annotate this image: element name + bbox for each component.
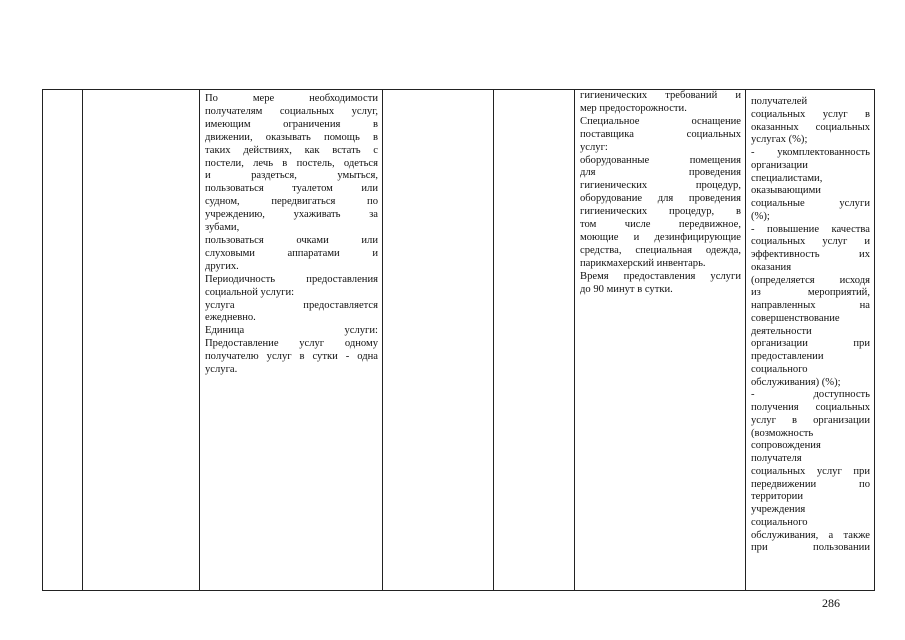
text-line: и раздеться, умыться,: [205, 170, 378, 182]
text-line: ежедневно.: [205, 312, 256, 324]
text-line: при пользовании: [751, 542, 870, 554]
text-line: совершенствование: [751, 312, 840, 324]
text-line: поставщика социальных: [580, 128, 741, 140]
page-number: 286: [822, 596, 840, 610]
text-line: гигиенических требований и: [580, 90, 741, 101]
text-line: социальных услуг в: [751, 108, 870, 120]
text-line: оборудование для проведения: [580, 193, 741, 205]
table-cell-4: [383, 90, 494, 591]
text-line: социального: [751, 363, 808, 375]
quality-indicators-text: [746, 90, 874, 555]
text-line: - повышение качества: [751, 223, 870, 235]
text-line: социальной услуги:: [205, 286, 295, 298]
text-line: Периодичность предоставления: [205, 273, 378, 285]
text-line: том числе передвижное,: [580, 219, 741, 231]
service-description-cell: [200, 90, 383, 591]
text-line: По мере необходимости: [205, 93, 378, 104]
text-line: услуга.: [205, 364, 238, 376]
text-line: судном, передвигаться по: [205, 196, 378, 208]
text-line: учреждения: [751, 504, 806, 515]
text-line: услугах (%);: [751, 134, 808, 146]
text-line: Специальное оснащение: [580, 115, 741, 127]
text-line: социальных услуг и: [751, 236, 870, 248]
text-line: Единица услуги:: [205, 325, 378, 337]
text-line: деятельности: [751, 325, 812, 337]
table-cell-5: [494, 90, 575, 591]
text-line: оборудованные помещения: [580, 154, 741, 166]
service-description-text: [200, 90, 382, 377]
text-line: обслуживания, а также: [751, 529, 870, 541]
text-line: пользоваться туалетом или: [205, 183, 378, 195]
text-line: гигиенических процедур, в: [580, 206, 741, 218]
table-cell-1: [43, 90, 83, 591]
text-line: территории: [751, 491, 804, 503]
table-row: [43, 90, 875, 591]
text-line: до 90 минут в сутки.: [580, 283, 673, 295]
text-line: направленных на: [751, 300, 870, 311]
text-line: зубами,: [205, 222, 240, 234]
text-line: получателю услуг в сутки - одна: [205, 351, 378, 363]
text-line: оказывающими: [751, 185, 821, 197]
text-line: - доступность: [751, 389, 870, 401]
text-line: (%);: [751, 210, 770, 222]
text-line: эффективность их: [751, 249, 870, 260]
text-line: организации: [751, 159, 808, 171]
text-line: обслуживания) (%);: [751, 376, 841, 388]
text-line: из мероприятий,: [751, 287, 870, 299]
text-line: слуховыми аппаратами и: [205, 247, 378, 259]
service-conditions-text: [575, 90, 745, 297]
text-line: специалистами,: [751, 172, 823, 184]
text-line: средства, специальная одежда,: [580, 244, 741, 256]
text-line: (возможность: [751, 427, 814, 439]
quality-indicators-cell: [746, 90, 875, 591]
text-line: пользоваться очками или: [205, 234, 378, 246]
text-line: социальные услуги: [751, 198, 870, 209]
text-line: оказания: [751, 261, 792, 273]
text-line: социальных услуг при: [751, 465, 870, 477]
text-line: учреждению, ухаживать за: [205, 209, 378, 221]
text-line: получения социальных: [751, 402, 870, 413]
text-line: Время предоставления услуги: [580, 270, 741, 282]
text-line: - укомплектованность: [751, 147, 870, 158]
text-line: имеющим ограничения в: [205, 118, 378, 130]
services-table: [42, 89, 875, 591]
text-line: для проведения: [580, 167, 741, 179]
text-line: движении, оказывать помощь в: [205, 131, 378, 143]
text-line: организации при: [751, 338, 870, 350]
text-line: услуга предоставляется: [205, 299, 378, 311]
text-line: (определяется исходя: [751, 274, 870, 286]
text-line: получателей: [751, 96, 808, 107]
text-line: Предоставление услуг одному: [205, 338, 378, 350]
text-line: услуг:: [580, 141, 608, 153]
text-line: гигиенических процедур,: [580, 180, 741, 192]
service-conditions-cell: [575, 90, 746, 591]
text-line: оказанных социальных: [751, 121, 870, 133]
text-line: мер предосторожности.: [580, 102, 687, 114]
text-line: предоставлении: [751, 351, 824, 362]
text-line: других.: [205, 260, 239, 272]
text-line: таких действиях, как встать с: [205, 144, 378, 156]
text-line: социального: [751, 516, 808, 528]
text-line: получателя: [751, 453, 802, 464]
text-line: получателям социальных услуг,: [205, 105, 378, 117]
table-cell-2: [83, 90, 200, 591]
text-line: услуг в организации: [751, 414, 870, 426]
text-line: моющие и дезинфицирующие: [580, 231, 741, 243]
text-line: парикмахерский инвентарь.: [580, 257, 706, 269]
text-line: сопровождения: [751, 440, 821, 452]
text-line: постели, лечь в постель, одеться: [205, 157, 378, 169]
text-line: передвижении по: [751, 478, 870, 490]
